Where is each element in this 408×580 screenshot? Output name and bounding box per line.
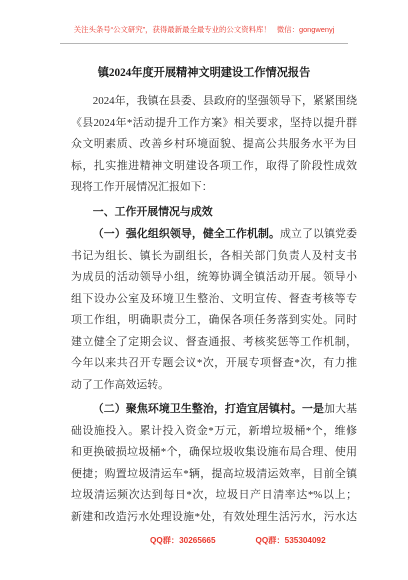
footer-qq-group-2: QQ群：535304092 — [255, 536, 326, 545]
paragraph-line: 便捷；购置垃圾清运车*辆，提高垃圾清运效率，目前全镇 — [71, 467, 357, 480]
item-lead: （一）强化组织领导，健全工作机制。 — [92, 228, 281, 240]
paragraph-line — [71, 399, 357, 421]
paragraph-line: 和更换破损垃圾桶*个，确保垃圾收集设施布局合理、使用 — [71, 446, 357, 458]
paragraph-line: 书记为组长、镇长为副组长，各相关部门负责人及村支书 — [71, 249, 357, 262]
paragraph-line: 动了工作高效运转。 — [71, 378, 170, 391]
paragraph-line: 组下设办公室及环境卫生整治、文明宣传、督查考核等专 — [71, 292, 357, 305]
paragraph-line: 建立健全了定期会议、督查通报、考核奖惩等工作机制， — [71, 335, 357, 348]
paragraph-line: 今年以来共召开专题会议*次，开展专项督查*次，有力推 — [71, 357, 357, 369]
point-marker: 一是 — [302, 403, 325, 415]
paragraph-line: 项工作组，明确职责分工，确保各项任务落到实处。同时 — [71, 314, 357, 326]
paragraph-line: 现将工作开展情况汇报如下： — [71, 181, 213, 193]
paragraph-line: 为成员的活动领导小组，统筹协调全镇活动开展。领导小 — [71, 271, 357, 283]
paragraph-line: 础设施投入。累计投入资金*万元，新增垃圾桶*个，维修 — [71, 424, 357, 437]
line-text: 加大基 — [324, 403, 357, 415]
header-promo-text: 关注头条号“公文研究”，获得最新最全最专业的公文资料库！ — [73, 25, 271, 34]
header-wechat-id: 微信：gongwenyj — [276, 25, 335, 34]
intro-paragraph — [71, 91, 357, 199]
paragraph-line: 新建和改造污水处理设施*处，有效处理生活污水，污水达 — [71, 510, 357, 523]
item-1-paragraph — [71, 224, 357, 396]
footer-qq-group-1: QQ群：30265665 — [150, 536, 216, 545]
header-divider — [60, 43, 348, 44]
line-text: 成立了以镇党委 — [280, 228, 357, 240]
item-lead: （二）聚焦环境卫生整治，打造宜居镇村。 — [92, 403, 303, 415]
paragraph-line: 标，扎实推进精神文明建设各项工作，取得了阶段性成效 — [71, 159, 357, 172]
section-heading-block — [71, 202, 357, 224]
paragraph-line: 垃圾清运频次达到每日*次，垃圾日产日清率达*%以上； — [71, 489, 357, 501]
page-header — [56, 23, 352, 37]
report-title: 镇2024年度开展精神文明建设工作情况报告 — [97, 67, 311, 79]
paragraph-line: 众文明素质、改善乡村环境面貌、提高公共服务水平为目 — [71, 138, 357, 150]
paragraph-line — [71, 224, 357, 246]
paragraph-line: 《县2024年*活动提升工作方案》相关要求，坚持以提升群 — [71, 116, 357, 129]
section-heading: 一、工作开展情况与成效 — [92, 205, 213, 218]
report-body — [71, 91, 357, 528]
paragraph-line: 2024年，我镇在县委、县政府的坚强领导下，紧紧围绕 — [92, 95, 357, 107]
item-2-paragraph — [71, 399, 357, 528]
page-footer — [150, 534, 326, 548]
